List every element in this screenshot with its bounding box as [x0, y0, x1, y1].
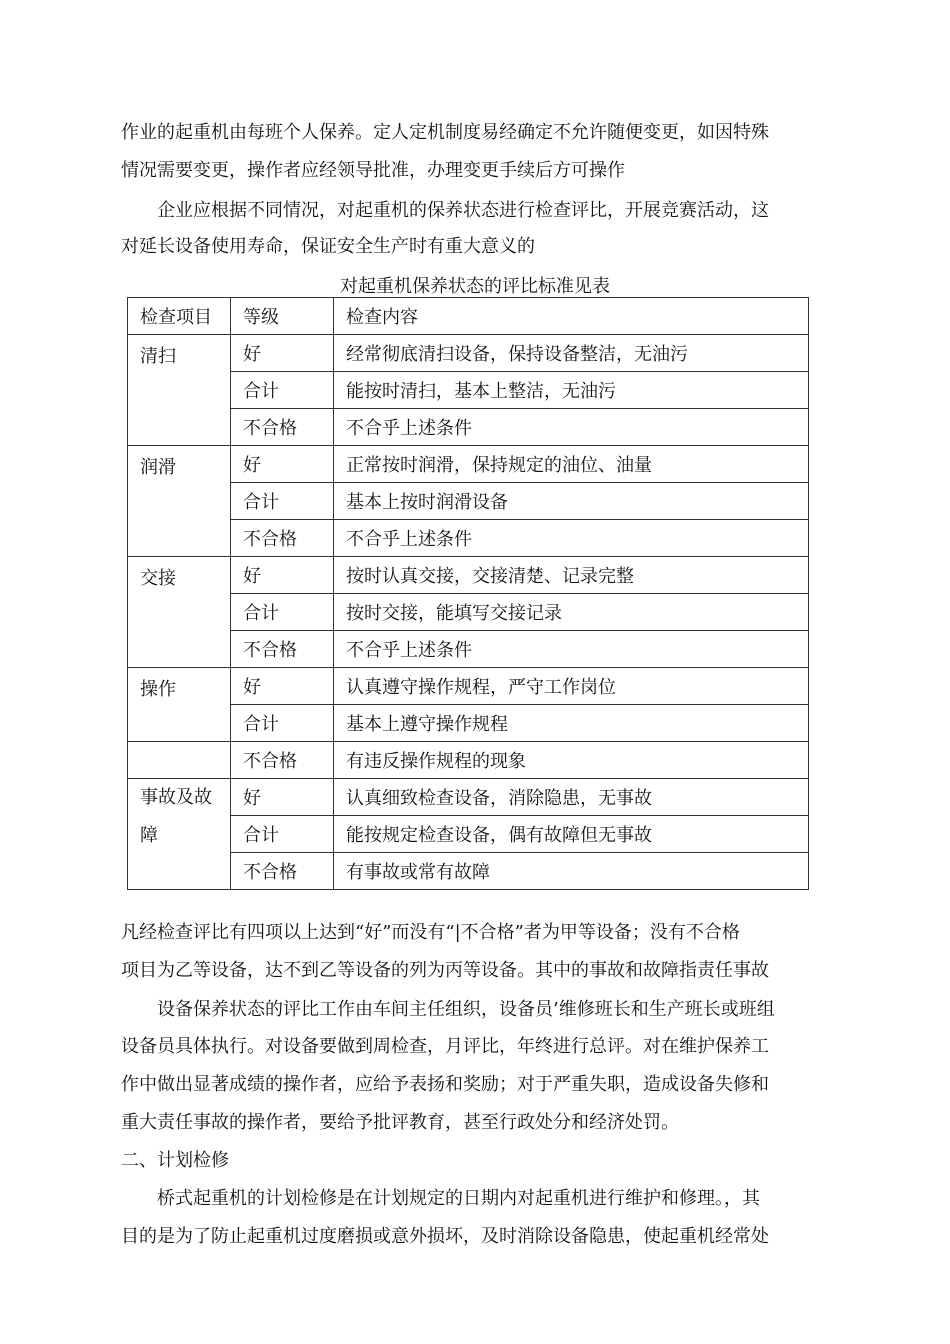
content-cell: 按时认真交接，交接清楚、记录完整 [334, 557, 809, 594]
grade-cell: 不合格 [231, 631, 334, 668]
table-row [128, 668, 809, 705]
paragraph-line: 桥式起重机的计划检修是在计划规定的日期内对起重机进行维护和修理。，其 [157, 1188, 760, 1209]
header-cell: 检查项目 [128, 298, 231, 335]
table-row [128, 594, 809, 631]
grade-cell: 合计 [231, 705, 334, 742]
paragraph-line: 凡经检查评比有四项以上达到“好”而没有“|不合格”者为甲等设备；没有不合格 [121, 922, 740, 943]
table-row [128, 816, 809, 853]
grade-cell: 不合格 [231, 409, 334, 446]
item-cell: 操作 [128, 668, 231, 742]
paragraph-line: 目的是为了防止起重机过度磨损或意外损坏，及时消除设备隐患，使起重机经常处 [121, 1226, 769, 1247]
content-cell: 有事故或常有故障 [334, 853, 809, 890]
content-cell: 不合乎上述条件 [334, 409, 809, 446]
item-label-line: 事故及故 [140, 787, 212, 808]
table-row [128, 372, 809, 409]
content-cell: 正常按时润滑，保持规定的油位、油量 [334, 446, 809, 483]
grade-cell: 不合格 [231, 853, 334, 890]
table-row [128, 335, 809, 372]
table-row [128, 446, 809, 483]
paragraph-line: 对延长设备使用寿命，保证安全生产时有重大意义的 [121, 236, 535, 257]
table-row [128, 742, 809, 779]
paragraph-line: 设备员具体执行。对设备要做到周检查，月评比，年终进行总评。对在维护保养工 [121, 1036, 769, 1057]
table-row [128, 557, 809, 594]
item-cell: 润滑 [128, 446, 231, 557]
item-cell: 清扫 [128, 335, 231, 446]
grade-cell: 好 [231, 335, 334, 372]
item-label-line: 障 [140, 825, 158, 846]
grade-cell: 合计 [231, 372, 334, 409]
content-cell: 有违反操作规程的现象 [334, 742, 809, 779]
paragraph-line: 企业应根据不同情况，对起重机的保养状态进行检查评比，开展竞赛活动，这 [157, 200, 769, 221]
content-cell: 经常彻底清扫设备，保持设备整洁，无油污 [334, 335, 809, 372]
content-cell: 基本上遵守操作规程 [334, 705, 809, 742]
grade-cell: 合计 [231, 816, 334, 853]
content-cell: 基本上按时润滑设备 [334, 483, 809, 520]
grade-cell: 好 [231, 557, 334, 594]
paragraph-line: 作业的起重机由每班个人保养。定人定机制度易经确定不允许随便变更，如因特殊 [121, 122, 769, 143]
grade-cell: 好 [231, 446, 334, 483]
grade-cell: 合计 [231, 483, 334, 520]
table-row [128, 520, 809, 557]
item-cell: 交接 [128, 557, 231, 668]
content-cell: 认真细致检查设备，消除隐患，无事故 [334, 779, 809, 816]
grade-cell: 好 [231, 668, 334, 705]
table-caption: 对起重机保养状态的评比标准见表 [340, 276, 610, 297]
grade-cell: 合计 [231, 594, 334, 631]
paragraph-line: 重大责任事故的操作者，要给予批评教育，甚至行政处分和经济处罚。 [121, 1112, 679, 1133]
content-cell: 能按规定检查设备，偶有故障但无事故 [334, 816, 809, 853]
grade-cell: 不合格 [231, 742, 334, 779]
paragraph-line: 设备保养状态的评比工作由车间主任组织，设备员’维修班长和生产班长或班组 [157, 999, 775, 1020]
header-cell: 等级 [231, 298, 334, 335]
grade-cell: 不合格 [231, 520, 334, 557]
table-row [128, 631, 809, 668]
table-row [128, 779, 809, 816]
content-cell: 认真遵守操作规程，严守工作岗位 [334, 668, 809, 705]
table-row [128, 853, 809, 890]
grade-cell: 好 [231, 779, 334, 816]
header-cell: 检查内容 [334, 298, 809, 335]
content-cell: 能按时清扫，基本上整洁，无油污 [334, 372, 809, 409]
table-row [128, 705, 809, 742]
content-cell: 不合乎上述条件 [334, 631, 809, 668]
table-row [128, 483, 809, 520]
paragraph-line: 作中做出显著成绩的操作者，应给予表扬和奖励；对于严重失职，造成设备失修和 [121, 1074, 769, 1095]
item-cell [128, 779, 231, 890]
table-header-row [128, 298, 809, 335]
table-row [128, 409, 809, 446]
item-cell [128, 742, 231, 779]
section-heading: 二、计划检修 [121, 1150, 229, 1171]
paragraph-line: 项目为乙等设备，达不到乙等设备的列为丙等设备。其中的事故和故障指责任事故 [121, 960, 769, 981]
paragraph-line: 情况需要变更，操作者应经领导批准，办理变更手续后方可操作 [121, 160, 625, 181]
content-cell: 按时交接，能填写交接记录 [334, 594, 809, 631]
evaluation-table [127, 297, 809, 890]
content-cell: 不合乎上述条件 [334, 520, 809, 557]
